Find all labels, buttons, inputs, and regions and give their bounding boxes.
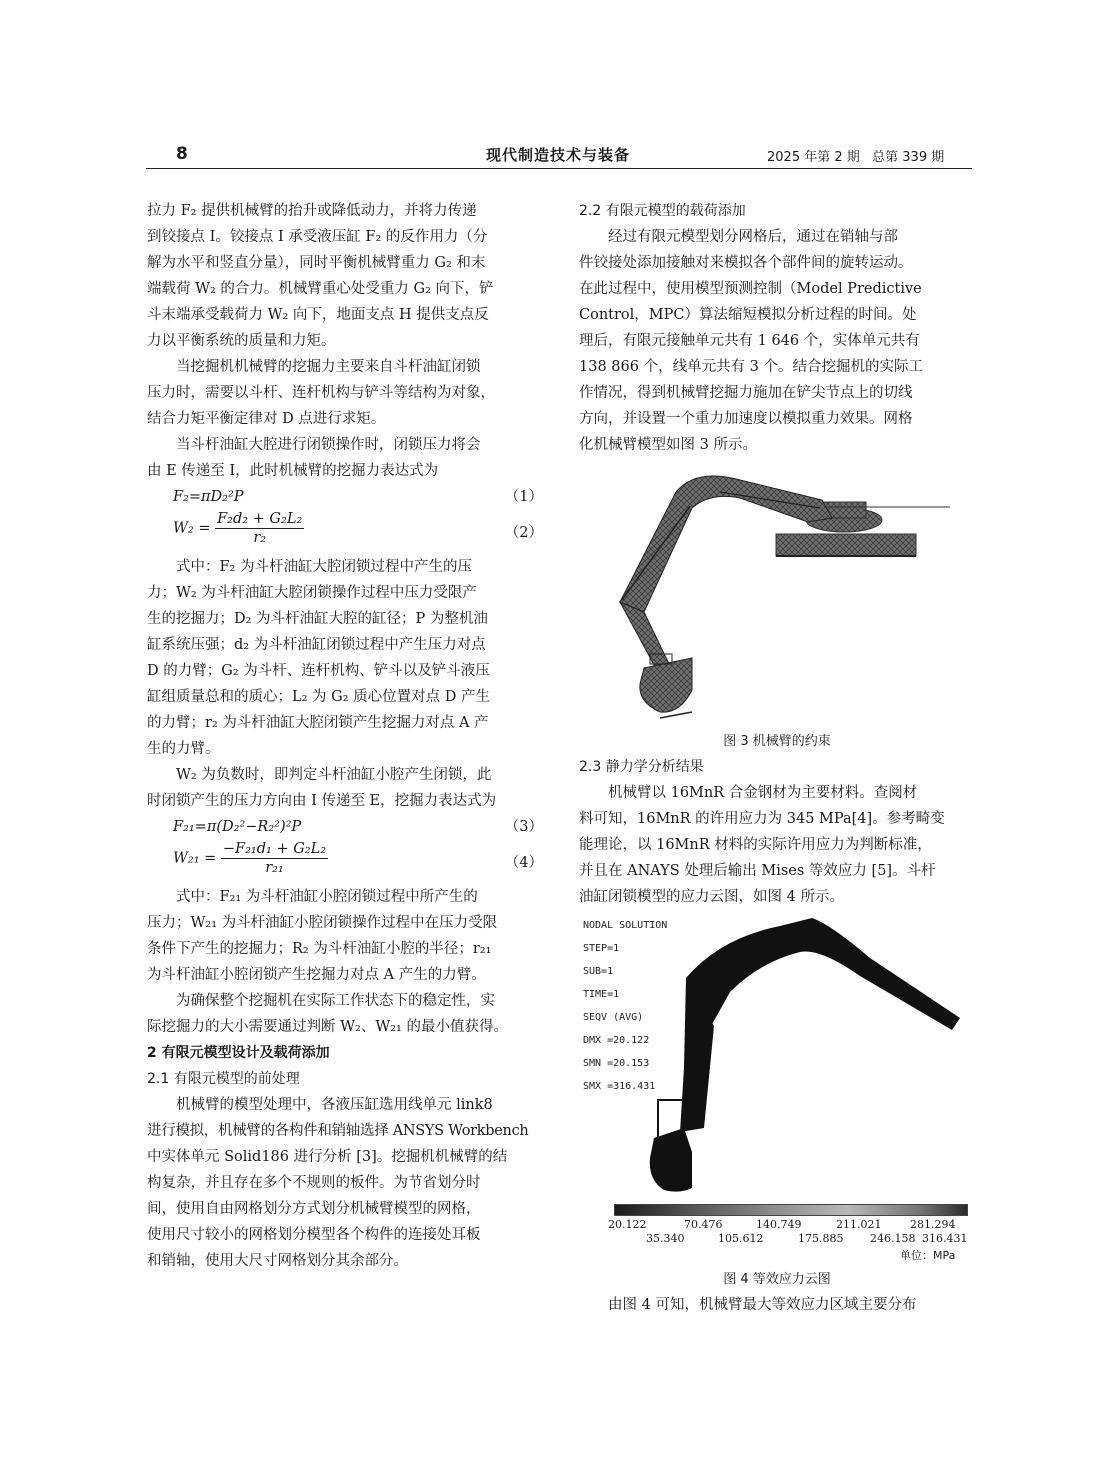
text-line: 理后，有限元接触单元共有 1 646 个，实体单元共有	[579, 333, 920, 349]
text-line: 缸系统压强；d₂ 为斗杆油缸闭锁过程中产生压力对点	[147, 637, 486, 653]
right-column-bottom	[579, 1292, 975, 1318]
equation-formula: F₂=πD₂²P	[173, 489, 244, 505]
fraction-denominator: r₂	[253, 530, 267, 546]
text-line: D 的力臂；G₂ 为斗杆、连杆机构、铲斗以及铲斗液压	[147, 663, 490, 679]
ansys-line: SEQV (AVG)	[583, 1012, 644, 1023]
equation-fraction	[215, 510, 304, 547]
equation-number: （1）	[504, 489, 543, 505]
legend-tick-label: 20.122	[608, 1218, 647, 1231]
figure-3-caption: 图 3 机械臂的约束	[723, 734, 831, 749]
equation-number: （2）	[504, 525, 543, 541]
text-line: 当斗杆油缸大腔进行闭锁操作时，闭锁压力将会	[176, 437, 481, 453]
section-heading-2-2: 2.2 有限元模型的载荷添加	[579, 203, 746, 219]
legend-unit: 单位：MPa	[900, 1249, 956, 1262]
equation-formula: F₂₁=π(D₂²−R₂²)²P	[173, 819, 302, 835]
header-rule	[146, 168, 972, 169]
section-heading-2: 2 有限元模型设计及载荷添加	[147, 1045, 330, 1061]
ansys-line: SUB=1	[583, 966, 614, 977]
fraction-numerator: F₂d₂ + G₂L₂	[217, 511, 303, 527]
section-heading-2-1: 2.1 有限元模型的前处理	[147, 1071, 300, 1087]
text-line: 拉力 F₂ 提供机械臂的抬升或降低动力，并将力传递	[147, 203, 477, 219]
paragraph-stability	[147, 988, 543, 1040]
text-line: 压力时，需要以斗杆、连杆机构与铲斗等结构为对象，	[147, 385, 495, 401]
paragraph-digging-force	[147, 354, 543, 432]
equation-formula	[173, 510, 304, 547]
text-line: 缸组质量总和的质心；L₂ 为 G₂ 质心位置对点 D 产生	[147, 689, 491, 705]
text-line: 能理论，以 16MnR 材料的实际许用应力为判断标准，	[579, 837, 932, 853]
text-line: 间，使用自由网格划分方式划分机械臂模型的网格，	[147, 1201, 481, 1217]
legend-tick-label: 70.476	[684, 1218, 723, 1231]
text-line: 力以平衡系统的质量和力矩。	[147, 333, 336, 349]
text-line: 使用尺寸较小的网格划分模型各个构件的连接处耳板	[147, 1227, 481, 1243]
figure-4-stress-contour	[640, 918, 976, 1198]
paragraph-symbols-2	[147, 884, 543, 988]
paragraph-symbols-1	[147, 554, 543, 762]
legend-tick-label: 316.431	[922, 1232, 968, 1245]
equation-1	[147, 484, 543, 510]
bucket	[650, 1128, 692, 1192]
equation-lhs: W₂₁ =	[173, 850, 217, 867]
text-line: 由图 4 可知，机械臂最大等效应力区域主要分布	[608, 1297, 917, 1313]
text-line: 生的力臂。	[147, 741, 220, 757]
equation-lhs: W₂ =	[173, 520, 211, 537]
text-line: 构复杂，并且存在多个不规则的板件。为节省划分时	[147, 1175, 481, 1191]
text-line: 式中：F₂₁ 为斗杆油缸小腔闭锁过程中所产生的	[176, 889, 478, 905]
text-line: 到铰接点 I。铰接点 I 承受液压缸 F₂ 的反作用力（分	[147, 229, 488, 245]
paragraph-force-f2	[147, 198, 543, 354]
page-number: 8	[176, 144, 188, 164]
text-line: 条件下产生的挖掘力；R₂ 为斗杆油缸小腔的半径；r₂₁	[147, 941, 492, 957]
text-line: 经过有限元模型划分网格后，通过在销轴与部	[608, 229, 898, 245]
legend-tick-label: 281.294	[910, 1218, 956, 1231]
text-line: 结合力矩平衡定律对 D 点进行求矩。	[147, 411, 386, 427]
text-line: 并且在 ANAYS 处理后输出 Mises 等效应力 [5]。斗杆	[579, 863, 936, 879]
text-line: 为斗杆油缸小腔闭锁产生挖掘力对点 A 产生的力臂。	[147, 967, 486, 983]
equation-number: （4）	[504, 855, 543, 871]
ansys-line: SMX =316.431	[583, 1081, 656, 1092]
text-line: 式中：F₂ 为斗杆油缸大腔闭锁过程中产生的压	[176, 559, 472, 575]
text-line: 由 E 传递至 I，此时机械臂的挖掘力表达式为	[147, 463, 439, 479]
text-line: 机械臂以 16MnR 合金钢材为主要材料。查阅材	[608, 785, 918, 801]
text-line: 件铰接处添加接触对来模拟各个部件间的旋转运动。	[579, 255, 913, 271]
equation-number: （3）	[504, 819, 543, 835]
paragraph-small-chamber	[147, 762, 543, 814]
issue-info: 2025 年第 2 期 总第 339 期	[767, 150, 945, 165]
legend-tick-label: 105.612	[718, 1232, 764, 1245]
text-line: Control，MPC）算法缩短模拟分析过程的时间。处	[579, 307, 917, 323]
figure-3-mesh-arm	[600, 462, 970, 724]
paragraph-large-chamber	[147, 432, 543, 484]
legend-tick-label: 140.749	[756, 1218, 802, 1231]
text-line: 时闭锁产生的压力方向由 I 传递至 E，挖掘力表达式为	[147, 793, 497, 809]
text-line: 在此过程中，使用模型预测控制（Model Predictive	[579, 281, 922, 297]
stress-legend-bar	[614, 1204, 968, 1216]
equation-fraction	[221, 840, 328, 877]
text-line: 138 866 个，线单元共有 3 个。结合挖掘机的实际工	[579, 359, 924, 375]
fraction-denominator: r₂₁	[265, 860, 284, 876]
text-line: 为确保整个挖掘机在实际工作状态下的稳定性，实	[176, 993, 495, 1009]
text-line: 料可知，16MnR 的许用应力为 345 MPa[4]。参考畸变	[579, 811, 945, 827]
text-line: 的力臂；r₂ 为斗杆油缸大腔闭锁产生挖掘力对点 A 产	[147, 715, 489, 731]
legend-tick-label: 175.885	[798, 1232, 844, 1245]
fraction-numerator: −F₂₁d₁ + G₂L₂	[222, 841, 327, 857]
ansys-line: DMX =20.122	[583, 1035, 650, 1046]
equation-2	[147, 510, 543, 554]
journal-title: 现代制造技术与装备	[486, 146, 631, 164]
ansys-line: SMN =20.153	[583, 1058, 650, 1069]
text-line: 解为水平和竖直分量），同时平衡机械臂重力 G₂ 和末	[147, 255, 486, 271]
text-line: 当挖掘机机械臂的挖掘力主要来自斗杆油缸闭锁	[176, 359, 481, 375]
boom	[686, 918, 960, 1030]
section-heading-2-3: 2.3 静力学分析结果	[579, 759, 704, 775]
text-line: 生的挖掘力；D₂ 为斗杆油缸大腔的缸径；P 为整机油	[147, 611, 488, 627]
text-line: 端载荷 W₂ 的合力。机械臂重心处受重力 G₂ 向下，铲	[147, 281, 494, 297]
paragraph-preprocessing	[147, 1092, 543, 1274]
figure-4-caption: 图 4 等效应力云图	[723, 1272, 831, 1287]
text-line: 和销轴，使用大尺寸网格划分其余部分。	[147, 1253, 408, 1269]
equation-4	[147, 840, 543, 884]
legend-tick-label: 35.340	[646, 1232, 685, 1245]
text-line: 化机械臂模型如图 3 所示。	[579, 437, 757, 453]
text-line: 机械臂的模型处理中，各液压缸选用线单元 link8	[176, 1097, 493, 1113]
paragraph-static-analysis	[579, 780, 975, 910]
right-column-top	[579, 198, 975, 458]
equation-formula	[173, 840, 328, 877]
legend-tick-label: 246.158	[870, 1232, 916, 1245]
equation-3	[147, 814, 543, 840]
left-column	[147, 198, 543, 1274]
ansys-line: NODAL SOLUTION	[583, 920, 668, 931]
bucket	[640, 658, 692, 712]
ansys-line: STEP=1	[583, 943, 620, 954]
text-line: 斗末端承受载荷力 W₂ 向下，地面支点 H 提供支点反	[147, 307, 489, 323]
text-line: W₂ 为负数时，即判定斗杆油缸小腔产生闭锁，此	[176, 767, 492, 783]
text-line: 进行模拟，机械臂的各构件和销轴选择 ANSYS Workbench	[147, 1123, 529, 1139]
text-line: 压力；W₂₁ 为斗杆油缸小腔闭锁操作过程中在压力受限	[147, 915, 498, 931]
text-line: 力；W₂ 为斗杆油缸大腔闭锁操作过程中压力受限产	[147, 585, 477, 601]
text-line: 油缸闭锁模型的应力云图，如图 4 所示。	[579, 889, 844, 905]
text-line: 中实体单元 Solid186 进行分析 [3]。挖掘机机械臂的结	[147, 1149, 508, 1165]
text-line: 际挖掘力的大小需要通过判断 W₂、W₂₁ 的最小值获得。	[147, 1019, 508, 1035]
text-line: 作情况，得到机械臂挖掘力施加在铲尖节点上的切线	[579, 385, 913, 401]
text-line: 方向，并设置一个重力加速度以模拟重力效果。网格	[579, 411, 913, 427]
ansys-line: TIME=1	[583, 989, 620, 1000]
legend-tick-label: 211.021	[836, 1218, 882, 1231]
right-column-middle	[579, 754, 975, 910]
paragraph-load-application	[579, 224, 975, 458]
base-platform	[776, 534, 916, 556]
